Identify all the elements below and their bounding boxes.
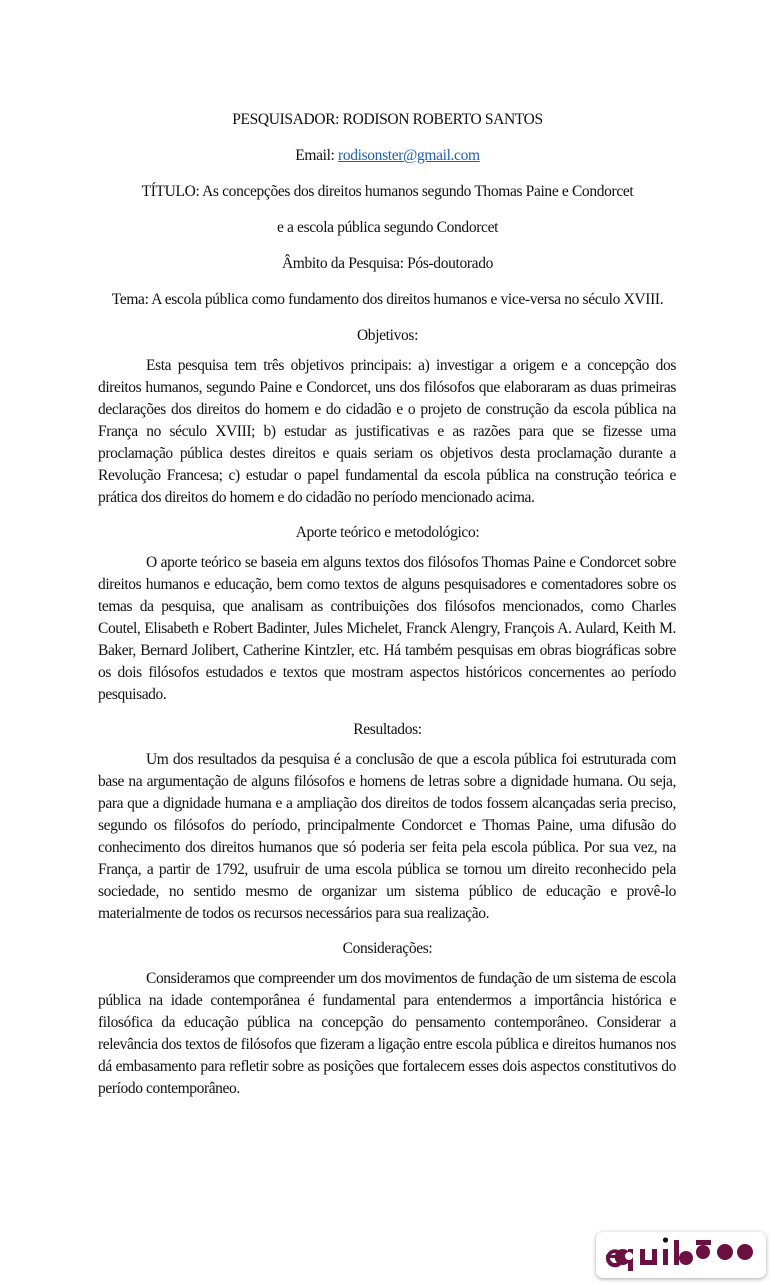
heading-resultados: Resultados: (353, 721, 422, 738)
title-line-1: TÍTULO: As concepções dos direitos humanos segundo Thomas Paine e Condorcet (141, 183, 634, 200)
heading-aporte: Aporte teórico e metodológico: (295, 524, 480, 541)
email-link[interactable]: rodisonster@gmail.com (338, 147, 480, 164)
research-theme: Tema: A escola pública como fundamento dos direitos humanos e vice-versa no século XVIII. (111, 291, 664, 308)
heading-objetivos: Objetivos: (356, 327, 419, 344)
email-line (0, 146, 775, 165)
heading-consideracoes: Considerações: (342, 940, 433, 957)
email-label: Email: (295, 147, 339, 164)
equidade-logo (596, 1232, 766, 1278)
research-scope: Âmbito da Pesquisa: Pós-doutorado (281, 255, 494, 272)
title-line-2: e a escola pública segundo Condorcet (276, 219, 499, 236)
paragraph-aporte: O aporte teórico se baseia em alguns textos dos filósofos Thomas Paine e Condorcet sobre direitos humanos e educação, bem como textos de alguns pesquisadores e comentadores sobre os temas da pesquisa, que analisam as contribuições dos filósofos mencionados, como Charles Coutel, Elisabeth e Robert Badinter, Jules Michelet, Franck Alengry, François A. Aulard, Keith M. Baker, Bernard Jolibert, Catherine Kintzler, etc. Há também pesquisas em obras biográficas sobre os dois filósofos estudados e textos que mostram aspectos históricos concernentes ao período pesquisado. (98, 554, 676, 703)
researcher-name: PESQUISADOR: RODISON ROBERTO SANTOS (232, 111, 543, 128)
paragraph-objetivos: Esta pesquisa tem três objetivos principais: a) investigar a origem e a concepção dos direitos humanos, segundo Paine e Condorcet, uns dos filósofos que elaboraram as duas primeiras declarações dos direitos do homem e do cidadão e o projeto de construção da escola pública na França no século XVIII; b) estudar as justificativas e as razões para que se fizesse uma proclamação pública destes direitos e quais seriam os objetivos desta proclamação durante a Revolução Francesa; c) estudar o papel fundamental da escola pública na construção teórica e prática dos direitos do homem e do cidadão no período mencionado acima. (98, 357, 676, 506)
paragraph-consideracoes: Consideramos que compreender um dos movimentos de fundação de um sistema de escola pública na idade contemporânea é fundamental para entendermos a importância histórica e filosófica da educação pública na concepção do pensamento contemporâneo. Considerar a relevância dos textos de filósofos que fizeram a ligação entre escola pública e direitos humanos nos dá embasamento para refletir sobre as posições que fortalecem esses dois aspectos constitutivos do período contemporâneo. (98, 970, 676, 1097)
paragraph-resultados: Um dos resultados da pesquisa é a conclusão de que a escola pública foi estruturada com base na argumentação de alguns filósofos e homens de letras sobre a dignidade humana. Ou seja, para que a dignidade humana e a ampliação dos direitos de todos fossem alcançadas seria preciso, segundo os filósofos do período, principalmente Condorcet e Thomas Paine, uma difusão do conhecimento dos direitos humanos que só poderia ser feita pela escola pública. Por sua vez, na França, a partir de 1792, usufruir de uma escola pública se tornou um direito reconhecido pela sociedade, no sentido mesmo de organizar um sistema público de educação e provê-lo materialmente de todos os recursos necessários para sua realização. (98, 751, 676, 922)
